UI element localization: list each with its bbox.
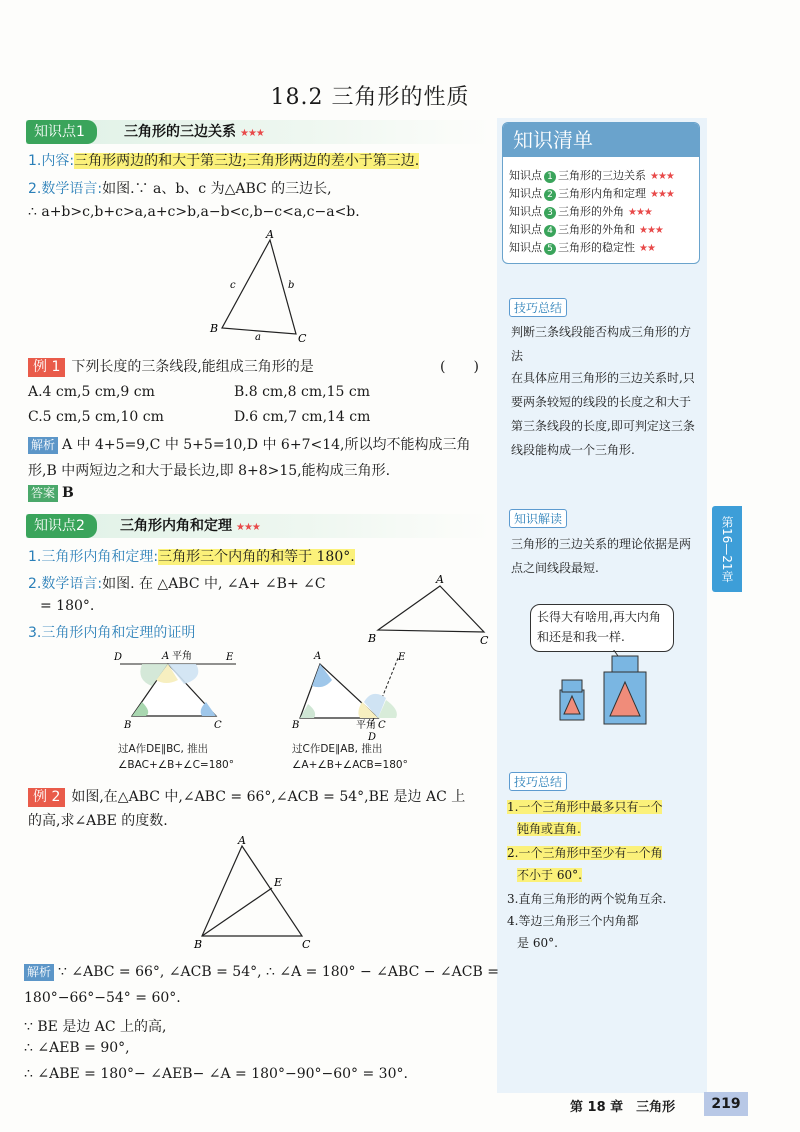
proof2-label-C: C	[378, 720, 386, 731]
kp1-header	[26, 120, 490, 144]
kp2-line1: 1.三角形内角和定理:三角形三个内角的和等于 180°.	[28, 549, 355, 565]
kp1-triangle-figure	[200, 228, 320, 348]
ex1-analysis-1: 解析 A 中 4+5=9,C 中 5+5=10,D 中 6+7<14,所以均不能构成三角	[28, 434, 470, 454]
ex1-option-d: D.6 cm,7 cm,14 cm	[234, 409, 371, 425]
robot-cartoon	[548, 650, 668, 740]
kp2-tag: 知识点2	[26, 514, 97, 538]
ex1-option-b: B.8 cm,8 cm,15 cm	[234, 384, 370, 400]
fig2-label-C: C	[480, 634, 489, 647]
fig1-label-A: A	[266, 228, 274, 241]
kp2-title: 三角形内角和定理 ★★★	[120, 518, 260, 534]
kp2-stars: ★★★	[236, 522, 260, 533]
ex1-ans-tag: 答案	[28, 485, 58, 502]
tip3-line4b: 是 60°.	[517, 936, 558, 950]
ex2-solution-5: ∴ ∠ABE = 180°− ∠AEB− ∠A = 180°−90°−60° = 30°.	[24, 1066, 408, 1082]
fig1-label-C: C	[298, 332, 307, 345]
footer-chapter: 第 18 章 三角形	[570, 1100, 676, 1115]
kp2-line3: 3.三角形内角和定理的证明	[28, 625, 196, 641]
fig1-label-B: B	[210, 322, 219, 335]
kp1-lang: 2.数学语言:如图.∵ a、b、c 为△ABC 的三边长,	[28, 181, 332, 197]
kp2-header	[26, 514, 490, 538]
knowledge-list-item-2: 知识点 2 三角形内角和定理 ★★★	[509, 187, 674, 200]
kp2-line2b: = 180°.	[40, 598, 95, 614]
ex2-solution-2: 180°−66°−54° = 60°.	[24, 990, 181, 1006]
page-number: 219	[704, 1092, 748, 1116]
kp2-triangle-figure	[366, 572, 496, 648]
proof1-label-B: B	[124, 720, 132, 731]
proof1-label-C: C	[214, 720, 222, 731]
knowledge-list-card	[502, 122, 700, 264]
knowledge-list-item-1: 知识点 1 三角形的三边关系 ★★★	[509, 169, 674, 182]
fig1-label-c: c	[230, 280, 236, 291]
tip1-body: 在具体应用三角形的三边关系时,只要两条较短的线段的长度之和大于第三条线段的长度,即可判定这三条线段能构成一个三角形.	[511, 371, 695, 457]
tip1-tag: 技巧总结	[509, 298, 567, 317]
knowledge-list-item-5: 知识点 5 三角形的稳定性 ★★	[509, 241, 655, 254]
ex2-triangle-figure	[190, 834, 320, 956]
proof2-label-E: E	[398, 652, 406, 663]
fig3-label-B: B	[194, 938, 203, 951]
proof1-label-pj: 平角	[172, 651, 192, 662]
ex2-solution-1: 解析 ∵ ∠ABC = 66°, ∠ACB = 54°, ∴ ∠A = 180° − ∠ABC − ∠ACB =	[24, 964, 499, 981]
tip3-line1b: 钝角或直角.	[517, 822, 581, 836]
tip3-line2: 2.一个三角形中至少有一个角	[507, 846, 663, 860]
knowledge-list-item-4: 知识点 4 三角形的外角和 ★★★	[509, 223, 663, 236]
fig1-label-b: b	[288, 280, 295, 291]
fig2-label-A: A	[436, 573, 444, 586]
ex2-solution-4: ∴ ∠AEB = 90°,	[24, 1040, 130, 1056]
ex2-question-1: 例 2 如图,在△ABC 中,∠ABC = 66°,∠ACB = 54°,BE 是边 AC 上	[28, 786, 465, 807]
fig3-label-A: A	[238, 834, 246, 847]
ex1-paren: ( )	[440, 359, 479, 375]
knowledge-list-title: 知识清单	[503, 123, 699, 157]
ex1-question: 例 1 下列长度的三条线段,能组成三角形的是	[28, 356, 314, 377]
ex1-option-c: C.5 cm,5 cm,10 cm	[28, 409, 164, 425]
tip2-tag: 知识解读	[509, 509, 567, 528]
ex1-answer: 答案 B	[28, 485, 74, 502]
ex2-solution-3: ∵ BE 是边 AC 上的高,	[24, 1019, 167, 1035]
fig2-label-B: B	[368, 632, 377, 645]
proof2-label-B: B	[292, 720, 300, 731]
proof2-label-D: D	[368, 732, 377, 743]
proof1-label-D: D	[114, 652, 123, 663]
chapter-tab[interactable]: 第16—21章	[712, 506, 742, 592]
tip1-heading: 判断三条线段能否构成三角形的方法	[511, 325, 692, 363]
proof2-label-pj: 平角	[356, 720, 376, 731]
kp2-line2: 2.数学语言:如图. 在 △ABC 中, ∠A+ ∠B+ ∠C	[28, 576, 326, 592]
tip3-line4: 4.等边三角形三个内角都	[507, 914, 639, 928]
proof1-label-E: E	[226, 652, 234, 663]
ex2-jx-tag: 解析	[24, 964, 54, 981]
ex1-analysis-2: 形,B 中两短边之和大于最长边,即 8+8>15,能构成三角形.	[28, 463, 391, 479]
fig3-label-C: C	[302, 938, 311, 951]
tip2-body: 三角形的三边关系的理论依据是两点之间线段最短.	[511, 537, 692, 575]
kp1-stars: ★★★	[240, 128, 264, 139]
ex2-tag: 例 2	[28, 788, 65, 807]
kp1-lang2: ∴ a+b>c,b+c>a,a+c>b,a−b<c,b−c<a,c−a<b.	[28, 204, 360, 220]
fig3-label-E: E	[274, 876, 283, 889]
proof2-caption-2: ∠A+∠B+∠ACB=180°	[292, 759, 408, 771]
tip3-line1: 1.一个三角形中最多只有一个	[507, 800, 663, 814]
proof-figure-2	[290, 646, 414, 744]
kp1-title: 三角形的三边关系 ★★★	[124, 124, 264, 140]
kp1-content: 1.内容:三角形两边的和大于第三边;三角形两边的差小于第三边.	[28, 153, 420, 169]
proof1-label-A: A	[162, 651, 170, 662]
ex1-option-a: A.4 cm,5 cm,9 cm	[28, 384, 155, 400]
proof1-caption-2: ∠BAC+∠B+∠C=180°	[118, 759, 234, 771]
tip3-line2b: 不小于 60°.	[517, 868, 582, 882]
tip3-line3: 3.直角三角形的两个锐角互余.	[507, 892, 667, 906]
knowledge-list-item-3: 知识点 3 三角形的外角 ★★★	[509, 205, 652, 218]
proof2-label-A: A	[314, 651, 322, 662]
ex1-tag: 例 1	[28, 358, 65, 377]
ex1-jx-tag: 解析	[28, 437, 58, 454]
proof1-caption-1: 过A作DE∥BC, 推出	[118, 743, 209, 755]
ex2-question-2: 的高,求∠ABE 的度数.	[28, 813, 168, 829]
tip3-tag: 技巧总结	[509, 772, 567, 791]
proof-figure-1	[112, 646, 246, 734]
kp1-tag: 知识点1	[26, 120, 97, 144]
proof2-caption-1: 过C作DE∥AB, 推出	[292, 743, 383, 755]
page-title: 18.2 三角形的性质	[270, 85, 470, 110]
fig1-label-a: a	[255, 332, 261, 343]
speech-bubble: 长得大有啥用,再大内角和还是和我一样.	[530, 604, 674, 652]
